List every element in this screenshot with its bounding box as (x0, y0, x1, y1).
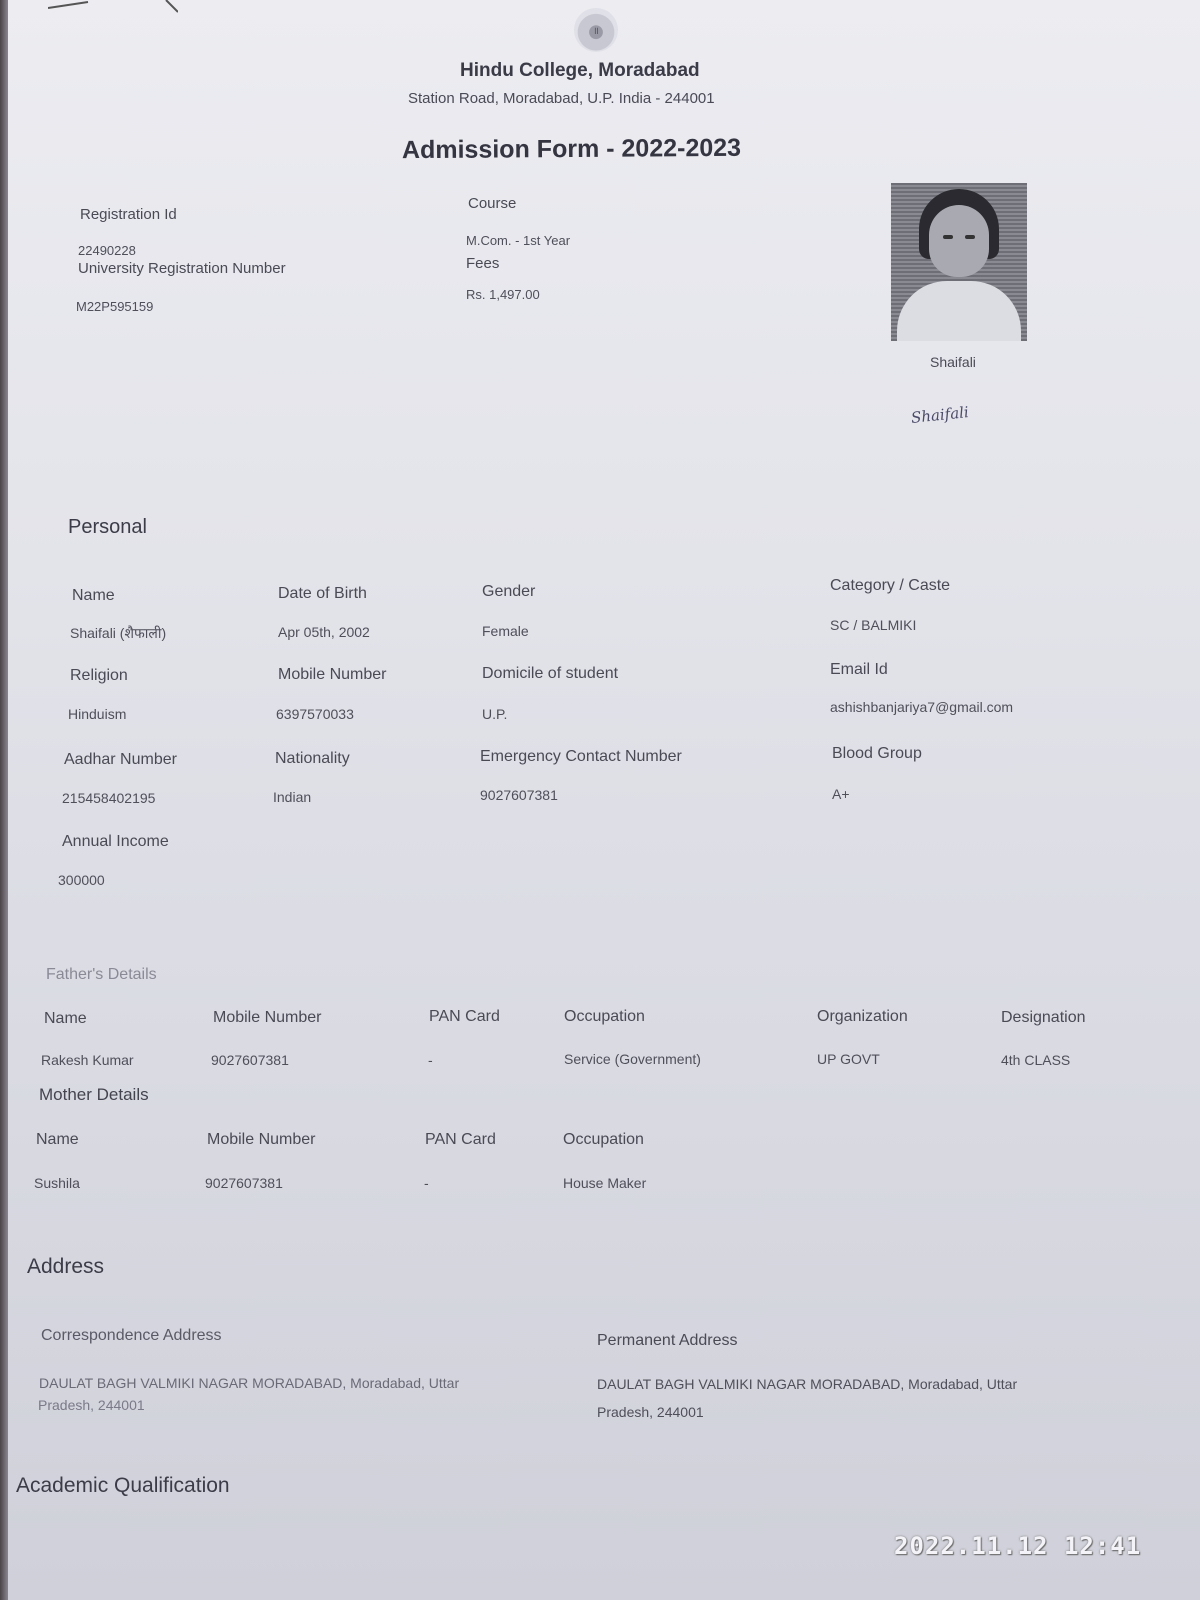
mother-pan-value: - (424, 1175, 429, 1191)
paper-left-edge (0, 0, 8, 1600)
religion-value: Hinduism (68, 706, 127, 722)
correspondence-address-label: Correspondence Address (41, 1327, 222, 1344)
mobile-value: 6397570033 (276, 706, 354, 722)
mother-mobile-value: 9027607381 (205, 1175, 283, 1191)
nationality-label: Nationality (275, 750, 350, 767)
correspondence-address-line1: DAULAT BAGH VALMIKI NAGAR MORADABAD, Moradabad, Uttar (39, 1375, 460, 1391)
blood-label: Blood Group (832, 745, 922, 762)
category-label: Category / Caste (830, 577, 951, 594)
father-heading: Father's Details (46, 966, 157, 983)
email-value: ashishbanjariya7@gmail.com (830, 699, 1014, 715)
dob-label: Date of Birth (278, 585, 367, 602)
emergency-value: 9027607381 (480, 787, 558, 803)
father-name-header: Name (44, 1010, 87, 1027)
course-value: M.Com. - 1st Year (466, 233, 571, 248)
permanent-address-line2: Pradesh, 244001 (597, 1404, 704, 1420)
permanent-address-label: Permanent Address (597, 1332, 738, 1349)
domicile-value: U.P. (482, 706, 508, 722)
gender-value: Female (482, 623, 529, 639)
father-designation-header: Designation (1001, 1009, 1086, 1026)
permanent-address-line1: DAULAT BAGH VALMIKI NAGAR MORADABAD, Moradabad, Uttar (597, 1376, 1018, 1392)
admission-form-page (8, 0, 1200, 1600)
category-value: SC / BALMIKI (830, 617, 917, 633)
father-occupation-header: Occupation (564, 1008, 645, 1025)
religion-label: Religion (70, 667, 128, 684)
father-pan-header: PAN Card (429, 1008, 500, 1025)
fold-mark (48, 0, 178, 14)
father-name-value: Rakesh Kumar (41, 1052, 134, 1068)
fees-label: Fees (466, 255, 500, 272)
student-photo (891, 183, 1027, 341)
nationality-value: Indian (273, 789, 312, 805)
income-label: Annual Income (62, 833, 169, 850)
photo-body (897, 281, 1021, 341)
mother-heading: Mother Details (39, 1085, 149, 1104)
mother-mobile-header: Mobile Number (207, 1131, 316, 1148)
aadhar-value: 215458402195 (62, 790, 156, 806)
mother-name-header: Name (36, 1131, 79, 1148)
father-designation-value: 4th CLASS (1001, 1052, 1071, 1068)
photo-eye-right (965, 235, 975, 239)
name-value: Shaifali (शैफाली) (70, 625, 167, 641)
father-pan-value: - (428, 1052, 433, 1068)
mother-occupation-header: Occupation (563, 1131, 644, 1148)
college-name: Hindu College, Moradabad (460, 60, 700, 81)
blood-value: A+ (832, 786, 850, 802)
aadhar-label: Aadhar Number (64, 751, 177, 768)
university-reg-label: University Registration Number (78, 260, 286, 277)
fees-value: Rs. 1,497.00 (466, 287, 540, 302)
domicile-label: Domicile of student (482, 665, 619, 682)
university-reg-value: M22P595159 (76, 299, 154, 314)
father-mobile-value: 9027607381 (211, 1052, 289, 1068)
dob-value: Apr 05th, 2002 (278, 624, 370, 640)
email-label: Email Id (830, 661, 888, 678)
college-logo-seal: ॥ (574, 8, 618, 52)
name-label: Name (72, 587, 115, 604)
father-organization-header: Organization (817, 1008, 908, 1025)
photo-face (929, 205, 989, 277)
photo-name: Shaifali (930, 354, 976, 370)
student-signature: Shaifali (910, 403, 970, 427)
college-address: Station Road, Moradabad, U.P. India - 244001 (408, 90, 715, 107)
course-label: Course (468, 195, 517, 212)
father-organization-value: UP GOVT (817, 1051, 880, 1067)
registration-id-value: 22490228 (78, 243, 136, 258)
photo-timestamp: 2022.11.12 12:41 (894, 1532, 1142, 1560)
address-heading: Address (27, 1255, 105, 1278)
gender-label: Gender (482, 583, 536, 600)
academic-qualification-heading: Academic Qualification (16, 1474, 230, 1497)
mobile-label: Mobile Number (278, 666, 387, 683)
mother-pan-header: PAN Card (425, 1131, 496, 1148)
registration-id-label: Registration Id (80, 206, 177, 223)
emergency-label: Emergency Contact Number (480, 748, 682, 765)
photo-eye-left (943, 235, 953, 239)
mother-occupation-value: House Maker (563, 1175, 647, 1191)
personal-heading: Personal (68, 516, 147, 538)
mother-name-value: Sushila (34, 1175, 80, 1191)
father-mobile-header: Mobile Number (213, 1009, 322, 1026)
correspondence-address-line2: Pradesh, 244001 (38, 1397, 145, 1413)
father-occupation-value: Service (Government) (564, 1051, 701, 1067)
form-title: Admission Form - 2022-2023 (401, 133, 742, 165)
income-value: 300000 (58, 872, 105, 888)
